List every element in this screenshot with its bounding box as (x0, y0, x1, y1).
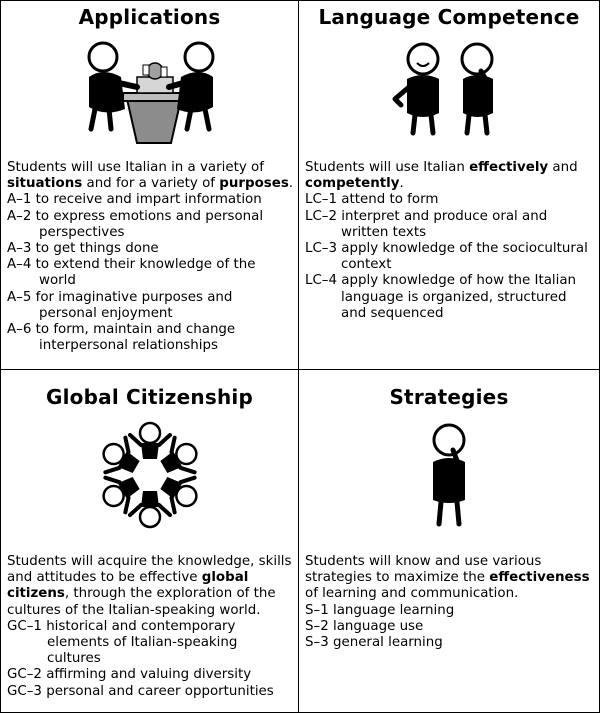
list-item: LC–1 attend to form (305, 192, 439, 208)
list-item: LC–3 apply knowledge of the sociocultural context (305, 241, 588, 273)
strategies-title: Strategies (389, 385, 509, 409)
list-item: S–1 language learning (305, 602, 455, 618)
list-item: GC–3 personal and career opportunities (7, 683, 274, 699)
two-people-talking-icon (299, 39, 599, 139)
list-item: S–2 language use (305, 618, 424, 634)
list-item: A–2 to express emotions and personal perspectives (7, 208, 264, 240)
list-item: GC–2 affirming and valuing diversity (7, 667, 252, 683)
list-item: A–3 to get things done (7, 241, 159, 257)
strategies-intro: Students will know and use various strategies to maximize the effectiveness of learning and communication. (305, 554, 590, 602)
global-citizenship-list (7, 619, 294, 700)
language-competence-panel (299, 1, 599, 370)
applications-text (7, 160, 294, 354)
language-competence-intro: Students will use Italian effectively and competently. (305, 160, 578, 192)
list-item: LC–2 interpret and produce oral and written texts (305, 208, 548, 240)
global-citizenship-title: Global Citizenship (46, 385, 253, 409)
strategies-list (305, 603, 595, 652)
applications-intro: Students will use Italian in a variety of situations and for a variety of purposes. (7, 160, 294, 192)
list-item: A–5 for imaginative purposes and personal enjoyment (7, 289, 233, 321)
global-citizenship-panel (1, 370, 299, 712)
people-around-table-icon (1, 37, 298, 147)
circle-of-people-icon (1, 420, 298, 530)
language-competence-title: Language Competence (318, 5, 580, 29)
global-citizenship-text (7, 554, 294, 700)
strategies-text (305, 554, 595, 651)
list-item: S–3 general learning (305, 635, 443, 651)
list-item: A–6 to form, maintain and change interpersonal relationships (7, 322, 236, 354)
thinking-person-icon (299, 420, 599, 530)
list-item: A–4 to extend their knowledge of the world (7, 257, 256, 289)
strategies-panel (299, 370, 599, 712)
list-item: A–1 to receive and impart information (7, 192, 262, 208)
list-item: GC–1 historical and contemporary elements of Italian-speaking cultures (7, 618, 238, 667)
language-competence-text (305, 160, 595, 322)
global-citizenship-intro: Students will acquire the knowledge, skills and attitudes to be effective global citizens, through the exploration of the cultures of the Italian-speaking world. (7, 554, 292, 618)
applications-list (7, 192, 294, 354)
language-competence-list (305, 192, 595, 322)
list-item: LC–4 apply knowledge of how the Italian language is organized, structured and sequenced (305, 273, 577, 321)
applications-title: Applications (78, 5, 221, 29)
applications-panel (1, 1, 299, 370)
